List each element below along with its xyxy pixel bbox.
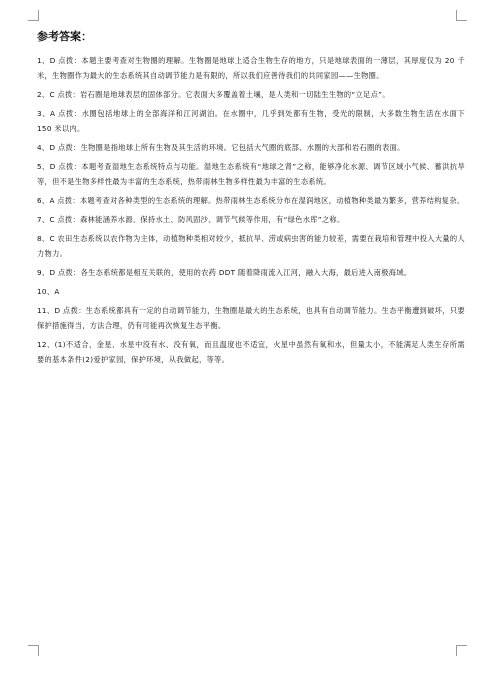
answer-item-2: 2、C 点拨：岩石圈是地球表层的固体部分。它表面大多覆盖着土壤，是人类和一切陆生生物的“立足点”。 xyxy=(37,90,390,99)
answers-title: 参考答案： xyxy=(37,30,92,43)
crop-mark-top-left xyxy=(28,10,39,21)
crop-mark-top-right xyxy=(456,10,467,21)
answer-item-4: 4、D 点拨：生物圈是指地球上所有生物及其生活的环境。它包括大气圈的底部、水圈的大部和岩石圈的表面。 xyxy=(37,143,405,152)
answer-item-5: 5、D 点拨：本题考查湿地生态系统特点与功能。湿地生态系统有“地球之肾”之称，能够净化水源、调节区域小气候、蓄洪抗旱等，但不是生物多样性最为丰富的生态系统，热带雨林生物多样性最为丰富的生态系统。 xyxy=(37,162,465,186)
answer-item-10: 10、A xyxy=(37,287,60,296)
answer-item-12: 12、(1)不适合，金星、水星中没有水、没有氧，而且温度也不适宜，火星中虽然有氧和水，但量太小，不能满足人类生存所需要的基本条件(2)爱护家园，保护环境，从我做起，等等。 xyxy=(37,340,465,364)
answer-item-3: 3、A 点拨：水圈包括地球上的全部海洋和江河湖泊。在水圈中，几乎到处都有生物，受光的限制，大多数生物生活在水面下 150 米以内。 xyxy=(37,109,465,133)
answer-content xyxy=(37,30,465,371)
answer-item-8: 8、C 农田生态系统以农作物为主体，动植物种类相对较少，抵抗旱、涝或病虫害的能力较差，需要在栽培和管理中投入大量的人力物力。 xyxy=(37,234,465,258)
answer-item-6: 6、A 点拨：本题考查对各种类型的生态系统的理解。热带雨林生态系统分布在湿润地区，动植物种类最为繁多，营养结构复杂。 xyxy=(37,196,465,205)
answer-item-11: 11、D 点拨：生态系统都具有一定的自动调节能力，生物圈是最大的生态系统，也具有自动调节能力。生态平衡遭到破坏，只要保护措施得当，方法合理，仍有可能再次恢复生态平衡。 xyxy=(37,306,465,330)
answer-item-7: 7、C 点拨：森林能涵养水源、保持水土、防风固沙、调节气候等作用，有“绿色水库”之称。 xyxy=(37,215,345,224)
answer-item-9: 9、D 点拨：各生态系统都是相互关联的，使用的农药 DDT 随着降雨流入江河，融入大海，最后进入南极海域。 xyxy=(37,268,412,277)
crop-mark-bottom-right xyxy=(456,645,467,656)
answer-item-1: 1、D 点拨：本题主要考查对生物圈的理解。生物圈是地球上适合生物生存的地方，只是地球表面的一薄层，其厚度仅为 20 千米，生物圈作为最大的生态系统其自动调节能力是有限的，所以我们应善待我们的共同家园——生物圈。 xyxy=(37,56,465,80)
crop-mark-bottom-left xyxy=(28,645,39,656)
